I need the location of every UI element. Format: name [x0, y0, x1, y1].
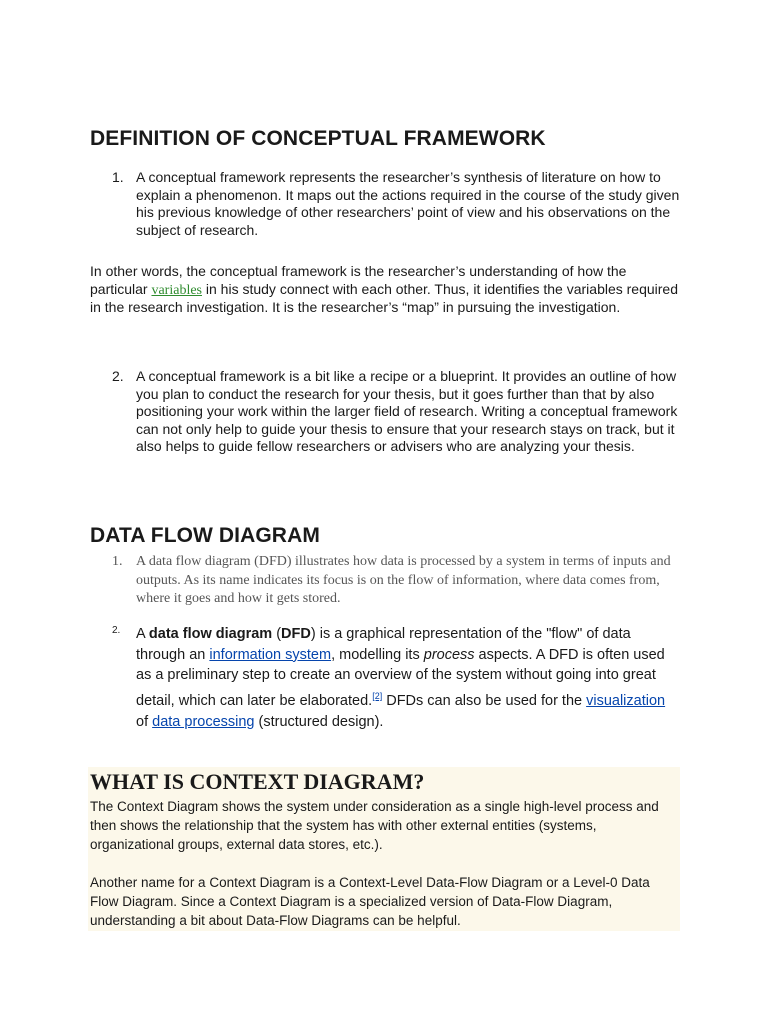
link-visualization[interactable]: visualization	[586, 692, 666, 709]
text: aspects. A DFD is often used as a preliminary step to create an overview of the system without going into great detail, which can later be elaborated.	[136, 646, 665, 709]
list-item-text	[136, 624, 680, 732]
heading-conceptual-framework: DEFINITION OF CONCEPTUAL FRAMEWORK	[90, 127, 546, 150]
text: (	[272, 626, 282, 642]
paragraph-text: in his study connect with each other. Thus, it identifies the variables required in the research investigation. It is the researcher’s “map” in pursuing the investigation.	[90, 280, 679, 315]
heading-context-diagram: WHAT IS CONTEXT DIAGRAM?	[90, 769, 425, 794]
bold-term: data flow diagram	[148, 626, 273, 642]
bold-abbr: DFD	[281, 626, 311, 642]
paragraph	[90, 263, 680, 317]
link-information-system[interactable]: information system	[209, 646, 332, 663]
text: A	[136, 626, 149, 642]
context-diagram-box	[88, 767, 680, 931]
paragraph-text: In other words, the conceptual framework is the researcher’s understanding of how the particular	[90, 263, 627, 297]
list-number: 1.	[112, 554, 123, 569]
heading-data-flow-diagram: DATA FLOW DIAGRAM	[90, 524, 320, 547]
paragraph: Another name for a Context Diagram is a Context-Level Data-Flow Diagram or a Level-0 Data Flow Diagram. Since a Context Diagram is a specialized version of Data-Flow Diagram, understanding a bit about Data-Flow Diagrams can be helpful.	[90, 875, 650, 928]
text: (structured design).	[254, 713, 384, 730]
link-variables[interactable]: variables	[151, 282, 202, 298]
list-number: 2.	[112, 368, 124, 384]
list-number: 2.	[112, 625, 121, 636]
list-item-text: A data flow diagram (DFD) illustrates how data is processed by a system in terms of inputs and outputs. As its name indicates its focus is on the flow of information, where data comes from, where it goes and how it gets stored.	[136, 554, 671, 606]
list-item-text: A conceptual framework represents the researcher’s synthesis of literature on how to explain a phenomenon. It maps out the actions required in the course of the study given his previous knowledge of other researchers’ point of view and his observations on the subject of research.	[136, 169, 680, 238]
list-item	[90, 624, 680, 728]
list-item	[90, 169, 680, 241]
paragraph: The Context Diagram shows the system under consideration as a single high-level process and then shows the relationship that the system has with other external entities (systems, organizational groups, external data stores, etc.).	[90, 799, 659, 852]
text: DFDs can also be used for the	[382, 692, 587, 709]
text: of	[136, 713, 153, 730]
list-item-text: A conceptual framework is a bit like a recipe or a blueprint. It provides an outline of how you plan to conduct the research for your thesis, but it goes further than that by also positioning your work within the larger field of research. Writing a conceptual framework can not only help to guide your thesis to ensure that your research stays on track, but it also helps to guide fellow researchers or advisers who are analyzing your thesis.	[136, 368, 678, 454]
list-item	[90, 368, 680, 468]
text: ) is a graphical representation of the "flow" of data through an	[136, 626, 631, 663]
italic-text: process	[423, 646, 475, 663]
list-number: 1.	[112, 169, 124, 185]
reference-link[interactable]: [2]	[372, 691, 383, 702]
list-item	[90, 553, 680, 609]
link-data-processing[interactable]: data processing	[152, 713, 255, 730]
text: , modelling its	[331, 646, 424, 663]
